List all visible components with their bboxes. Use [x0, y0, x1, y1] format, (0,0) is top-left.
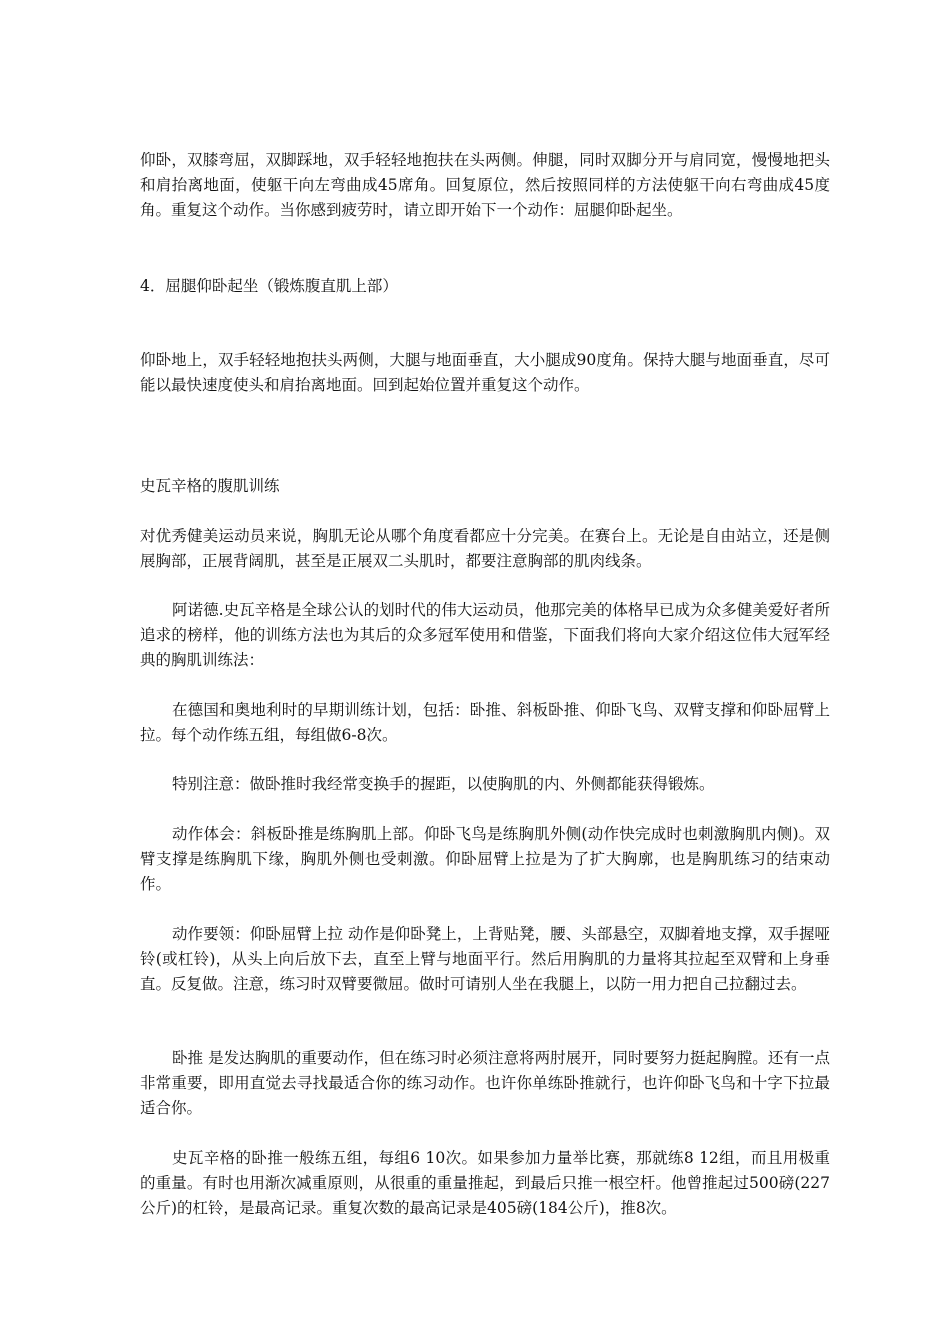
- paragraph-bench-press: 卧推 是发达胸肌的重要动作，但在练习时必须注意将两肘展开，同时要努力挺起胸膛。还有一点非常重要，即用直觉去寻找最适合你的练习动作。也许你单练卧推就行，也许仰卧飞鸟和十字下拉最适合你。: [140, 1049, 830, 1117]
- section-heading-bent-knee-situp: 4．屈腿仰卧起坐（锻炼腹直肌上部）: [140, 277, 398, 295]
- paragraph-special-note: 特别注意：做卧推时我经常变换手的握距，以使胸肌的内、外侧都能获得锻炼。: [172, 775, 715, 793]
- section-heading-schwarzenegger: 史瓦辛格的腹肌训练: [140, 477, 280, 495]
- paragraph-early-plan: 在德国和奥地利时的早期训练计划，包括：卧推、斜板卧推、仰卧飞鸟、双臂支撑和仰卧屈臂上拉。每个动作练五组，每组做6-8次。: [140, 701, 830, 744]
- paragraph-chest-intro: 对优秀健美运动员来说，胸肌无论从哪个角度看都应十分完美。在赛台上。无论是自由站立，还是侧展胸部，正展背阔肌，甚至是正展双二头肌时，都要注意胸部的肌肉线条。: [140, 527, 830, 570]
- paragraph-arnold-intro: 阿诺德.史瓦辛格是全球公认的划时代的伟大运动员，他那完美的体格早已成为众多健美爱好者所追求的榜样，他的训练方法也为其后的众多冠军使用和借鉴，下面我们将向大家介绍这位伟大冠军经典的胸肌训练法：: [140, 601, 830, 669]
- paragraph-bench-press-sets: 史瓦辛格的卧推一般练五组，每组6 10次。如果参加力量举比赛，那就练8 12组，而且用极重的重量。有时也用渐次减重原则，从很重的重量推起，到最后只推一根空杆。他曾推起过500磅(227公斤)的杠铃，是最高记录。重复次数的最高记录是405磅(184公斤)，推8次。: [140, 1149, 830, 1217]
- paragraph-bent-knee-situp: 仰卧地上，双手轻轻地抱扶头两侧，大腿与地面垂直，大小腿成90度角。保持大腿与地面垂直，尽可能以最快速度使头和肩抬离地面。回到起始位置并重复这个动作。: [140, 351, 830, 394]
- paragraph-movement-experience: 动作体会：斜板卧推是练胸肌上部。仰卧飞鸟是练胸肌外侧(动作快完成时也刺激胸肌内侧)。双臂支撑是练胸肌下缘，胸肌外侧也受刺激。仰卧屈臂上拉是为了扩大胸廓，也是胸肌练习的结束动作。: [140, 825, 830, 893]
- paragraph-movement-essentials: 动作要领：仰卧屈臂上拉 动作是仰卧凳上，上背贴凳，腰、头部悬空，双脚着地支撑，双手握哑铃(或杠铃)，从头上向后放下去，直至上臂与地面平行。然后用胸肌的力量将其拉起至双臂和上身垂直。反复做。注意，练习时双臂要微屈。做时可请别人坐在我腿上，以防一用力把自己拉翻过去。: [140, 925, 830, 993]
- paragraph-side-crunch: 仰卧，双膝弯屈，双脚踩地，双手轻轻地抱扶在头两侧。伸腿，同时双脚分开与肩同宽，慢慢地把头和肩抬离地面，使躯干向左弯曲成45席角。回复原位，然后按照同样的方法使躯干向右弯曲成45度角。重复这个动作。当你感到疲劳时，请立即开始下一个动作：屈腿仰卧起坐。: [140, 151, 830, 219]
